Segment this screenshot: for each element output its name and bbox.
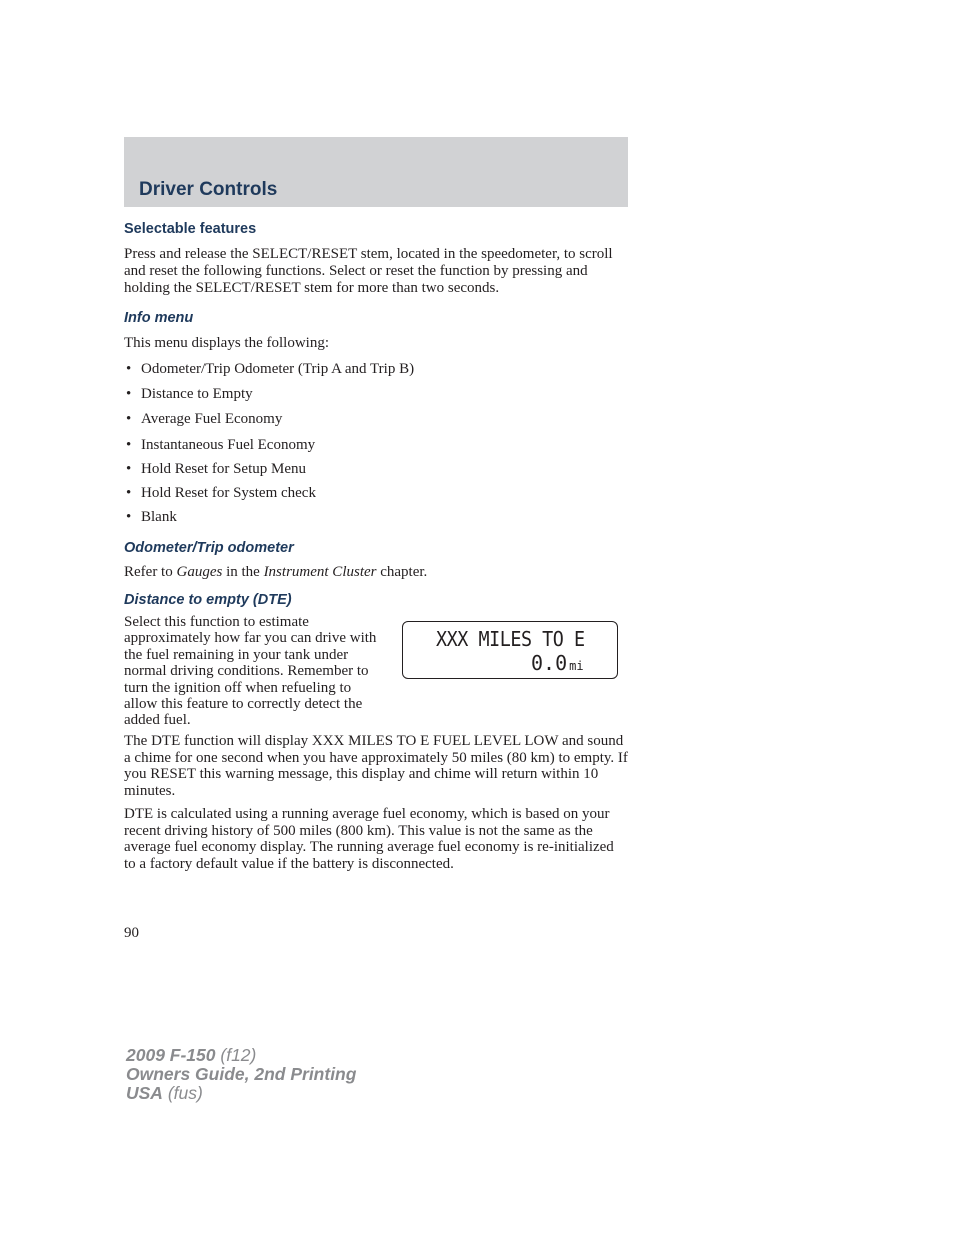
odometer-heading: Odometer/Trip odometer <box>124 539 294 556</box>
footer-guide: Owners Guide, 2nd Printing <box>126 1064 357 1084</box>
dte-display-illustration <box>402 621 618 679</box>
list-item: • Instantaneous Fuel Economy <box>124 437 628 454</box>
list-item: • Average Fuel Economy <box>124 411 628 428</box>
odometer-text-prefix: Refer to <box>124 563 177 580</box>
dte-calculation-paragraph: DTE is calculated using a running average fuel economy, which is based on your recent driving history of 500 miles (800 km). This value is not the same as the average fuel economy display. The running average fuel economy is re-initialized to a factory default value if the battery is disconnected. <box>124 806 614 872</box>
page-content <box>124 220 628 872</box>
footer-edition <box>126 1046 356 1103</box>
list-item: • Blank <box>124 509 628 526</box>
footer-market: USA <box>126 1083 163 1103</box>
gauges-reference: Gauges <box>176 563 223 580</box>
instrument-cluster-reference: Instrument Cluster <box>263 563 377 580</box>
footer-line-model <box>126 1046 356 1065</box>
footer-line-market <box>126 1084 356 1103</box>
display-message: XXX MILES TO E <box>436 627 585 652</box>
dte-heading: Distance to empty (DTE) <box>124 592 292 609</box>
display-reading <box>531 650 584 679</box>
list-item: • Distance to Empty <box>124 386 628 403</box>
dte-section <box>124 614 628 729</box>
display-value: 0.0 <box>531 651 568 676</box>
list-item: • Hold Reset for System check <box>124 485 628 502</box>
dte-body: Select this function to estimate approximately how far you can drive with the fuel remaining in your tank under normal driving conditions. Remember to turn the ignition off when refueling to allow this feature to correctly detect the added fuel. <box>124 614 377 729</box>
info-menu-intro: This menu displays the following: <box>124 334 329 351</box>
odometer-body <box>124 564 628 581</box>
list-item: • Odometer/Trip Odometer (Trip A and Trip B) <box>124 361 628 378</box>
odometer-text-suffix: chapter. <box>376 563 428 580</box>
footer-line-guide <box>126 1065 356 1084</box>
odometer-text-middle: in the <box>222 563 264 580</box>
selectable-features-body: Press and release the SELECT/RESET stem, located in the speedometer, to scroll and reset the following functions. Select or reset the function by pressing and holding the SELECT/RESET stem for more than two seconds. <box>124 246 613 297</box>
list-item: • Hold Reset for Setup Menu <box>124 461 628 478</box>
section-title: Driver Controls <box>139 179 278 200</box>
info-menu-heading: Info menu <box>124 309 194 326</box>
dte-warning-paragraph: The DTE function will display XXX MILES TO E FUEL LEVEL LOW and sound a chime for one second when you have approximately 50 miles (80 km) to empty. If you RESET this warning message, this display and chime will return within 10 minutes. <box>124 733 628 799</box>
page-number: 90 <box>124 925 139 941</box>
display-unit: mi <box>569 659 584 674</box>
selectable-features-heading: Selectable features <box>124 221 257 237</box>
footer-model-code: (f12) <box>215 1045 257 1065</box>
footer-model: 2009 F-150 <box>126 1045 216 1065</box>
footer-market-code: (fus) <box>162 1083 203 1103</box>
info-menu-list <box>124 361 628 526</box>
